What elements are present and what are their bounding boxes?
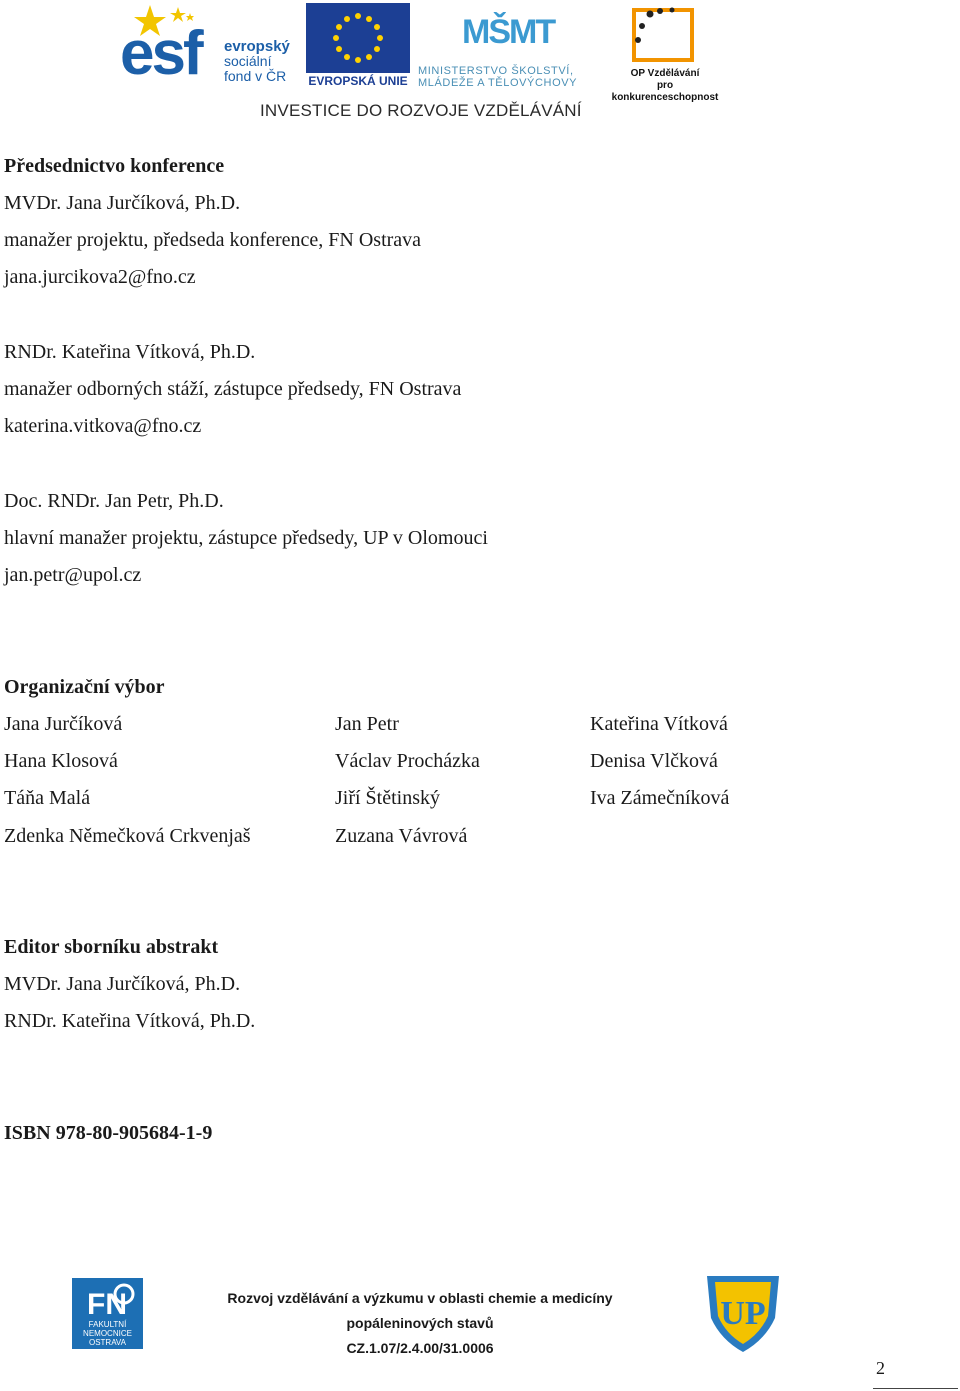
esf-wordmark: esf — [120, 19, 201, 88]
op-logo — [606, 2, 724, 103]
member-role: manažer odborných stáží, zástupce předsedy, FN Ostrava — [4, 378, 462, 400]
committee-member: Táňa Malá — [4, 787, 91, 809]
page-number: 2 — [876, 1358, 885, 1378]
member-email[interactable]: katerina.vitkova@fno.cz — [4, 415, 202, 437]
op-line-1: OP Vzdělávání — [630, 68, 700, 79]
upol-shield-icon — [703, 1272, 783, 1354]
op-line-2: pro konkurenceschopnost — [611, 80, 719, 103]
presidium-heading: Předsednictvo konference — [4, 155, 225, 177]
footer-project-title-2: popáleninových stavů — [346, 1315, 494, 1331]
fno-line-1: FAKULTNÍ — [88, 1320, 127, 1329]
committee-member: Václav Procházka — [335, 750, 480, 772]
footer-project-code: CZ.1.07/2.4.00/31.0006 — [346, 1340, 494, 1356]
svg-text:UP: UP — [720, 1295, 766, 1332]
footer-project-title: Rozvoj vzdělávání a výzkumu v oblasti chemie a medicíny — [227, 1290, 613, 1306]
editor-name: RNDr. Kateřina Vítková, Ph.D. — [4, 1010, 256, 1032]
msmt-line-1: MINISTERSTVO ŠKOLSTVÍ, — [418, 65, 574, 77]
fno-logo — [72, 1278, 143, 1349]
page-number-rule — [873, 1388, 958, 1389]
committee-member: Denisa Vlčková — [590, 750, 718, 772]
committee-member: Jana Jurčíková — [4, 713, 123, 735]
msmt-mark: MŠMT — [462, 13, 555, 51]
committee-member: Hana Klosová — [4, 750, 118, 772]
eu-stars — [333, 13, 383, 63]
msmt-logo — [418, 3, 600, 91]
member-email[interactable]: jan.petr@upol.cz — [4, 564, 142, 586]
op-frame-icon — [606, 2, 724, 68]
esf-line-1: evropský — [224, 38, 290, 55]
esf-line-3: fond v ČR — [224, 68, 287, 84]
isbn: ISBN 978-80-905684-1-9 — [4, 1122, 213, 1144]
msmt-line-2: MLÁDEŽE A TĚLOVÝCHOVY — [418, 77, 578, 89]
investice-tagline: INVESTICE DO ROZVOJE VZDĚLÁVÁNÍ — [260, 101, 582, 120]
fno-line-3: OSTRAVA — [88, 1338, 127, 1347]
editor-name: MVDr. Jana Jurčíková, Ph.D. — [4, 973, 241, 995]
member-name: RNDr. Kateřina Vítková, Ph.D. — [4, 341, 256, 363]
member-role: manažer projektu, předseda konference, FN Ostrava — [4, 229, 422, 251]
committee-member: Zdenka Němečková Crkvenjaš — [4, 825, 251, 847]
esf-line-2: sociální — [224, 53, 272, 69]
member-name: MVDr. Jana Jurčíková, Ph.D. — [4, 192, 241, 214]
eu-label: EVROPSKÁ UNIE — [308, 74, 408, 88]
eu-flag-icon — [306, 3, 410, 73]
committee-member: Kateřina Vítková — [590, 713, 728, 735]
member-role: hlavní manažer projektu, zástupce předsedy, UP v Olomouci — [4, 527, 488, 549]
editors-heading: Editor sborníku abstrakt — [4, 936, 219, 958]
member-email[interactable]: jana.jurcikova2@fno.cz — [4, 266, 196, 288]
committee-heading: Organizační výbor — [4, 676, 165, 698]
committee-member: Jan Petr — [335, 713, 399, 735]
fno-mark-icon — [72, 1280, 143, 1322]
committee-member: Zuzana Vávrová — [335, 825, 468, 847]
svg-text:FN: FN — [87, 1288, 127, 1321]
member-name: Doc. RNDr. Jan Petr, Ph.D. — [4, 490, 224, 512]
committee-member: Jiří Štětinský — [335, 787, 441, 809]
esf-logo — [120, 3, 298, 89]
committee-member: Iva Zámečníková — [590, 787, 730, 809]
fno-line-2: NEMOCNICE — [83, 1329, 132, 1338]
